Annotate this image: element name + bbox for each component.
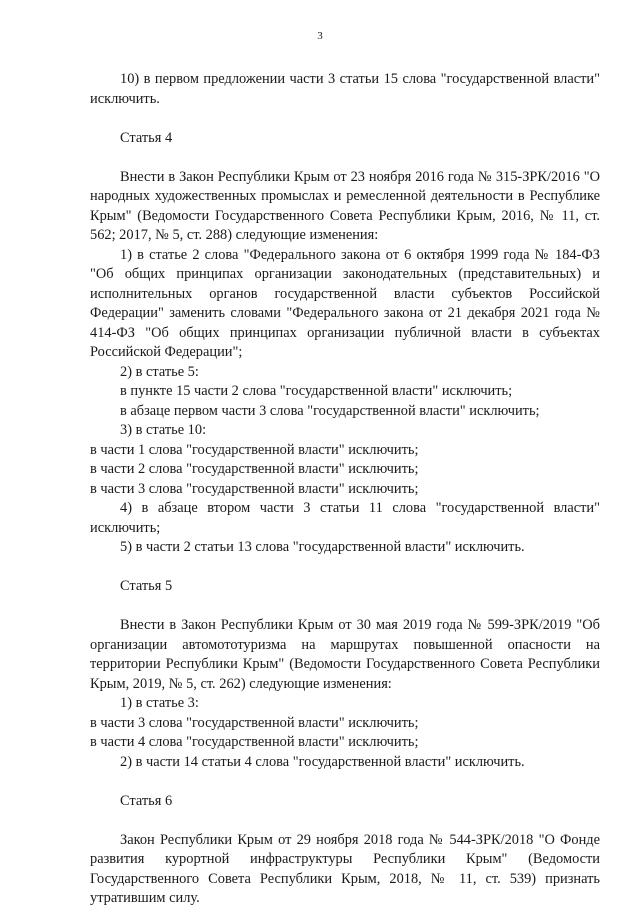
page-number: 3 (317, 30, 323, 42)
article-5-item-1-line-1: в части 3 слова "государственной власти" исключить; (90, 714, 419, 731)
article-4-item-2: 2) в статье 5: (120, 363, 199, 380)
amendment-item-10: 10) в первом предложении части 3 статьи 15 слова "государственной власти" исключить. (90, 71, 600, 107)
article-4-heading: Статья 4 (120, 129, 173, 146)
article-5-item-1-line-2: в части 4 слова "государственной власти" исключить; (90, 734, 419, 750)
article-5-heading: Статья 5 (120, 578, 173, 594)
article-4-item-2-line-2: в абзаце первом части 3 слова "государственной власти" исключить; (120, 402, 540, 419)
article-4-item-2-line-1: в пункте 15 части 2 слова "государственной власти" исключить; (120, 383, 513, 399)
article-5-item-1: 1) в статье 3: (120, 695, 199, 711)
article-4-item-1: 1) в статье 2 слова "Федерального закона от 6 октября 1999 года № 184-ФЗ "Об общих принципах организации законодательных (представительных) и исполнительных органов государственной власти субъектов Российской Федерации" заменить словами "Федерального закона от 21 декабря 2021 года № 414-ФЗ "Об общих принципах организации публичной власти в субъектах Российской Федерации"; (90, 246, 600, 360)
article-4-item-3-line-1: в части 1 слова "государственной власти" исключить; (90, 441, 419, 458)
article-5-item-2: 2) в части 14 статьи 4 слова "государственной власти" исключить. (120, 753, 525, 770)
article-6-heading: Статья 6 (120, 792, 173, 809)
article-4-item-5: 5) в части 2 статьи 13 слова "государственной власти" исключить. (120, 539, 525, 555)
article-5-intro: Внести в Закон Республики Крым от 30 мая 2019 года № 599-ЗРК/2019 "Об организации автомототуризма на маршрутах повышенной опасности на территории Республики Крым" (Ведомости Государственного Совета Республики Крым, 2019, № 5, ст. 262) следующие изменения: (90, 617, 600, 692)
article-6-text: Закон Республики Крым от 29 ноября 2018 года № 544-ЗРК/2018 "О Фонде развития курортной инфраструктуры Республики Крым" (Ведомости Государственного Совета Республики Крым, 2018, № 11, ст. 539) признать утратившим силу. (90, 831, 600, 906)
article-4-item-4: 4) в абзаце втором части 3 статьи 11 слова "государственной власти" исключить; (90, 500, 600, 536)
document-body (90, 70, 600, 909)
article-4-item-3: 3) в статье 10: (120, 422, 207, 438)
article-4-intro: Внести в Закон Республики Крым от 23 ноября 2016 года № 315-ЗРК/2016 "О народных художественных промыслах и ремесленной деятельности в Республике Крым" (Ведомости Государственного Совета Республики Крым, 2016, № 11, ст. 562; 2017, № 5, ст. 288) следующие изменения: (90, 168, 600, 243)
article-4-item-3-line-3: в части 3 слова "государственной власти" исключить; (90, 480, 419, 497)
article-4-item-3-line-2: в части 2 слова "государственной власти" исключить; (90, 461, 419, 477)
